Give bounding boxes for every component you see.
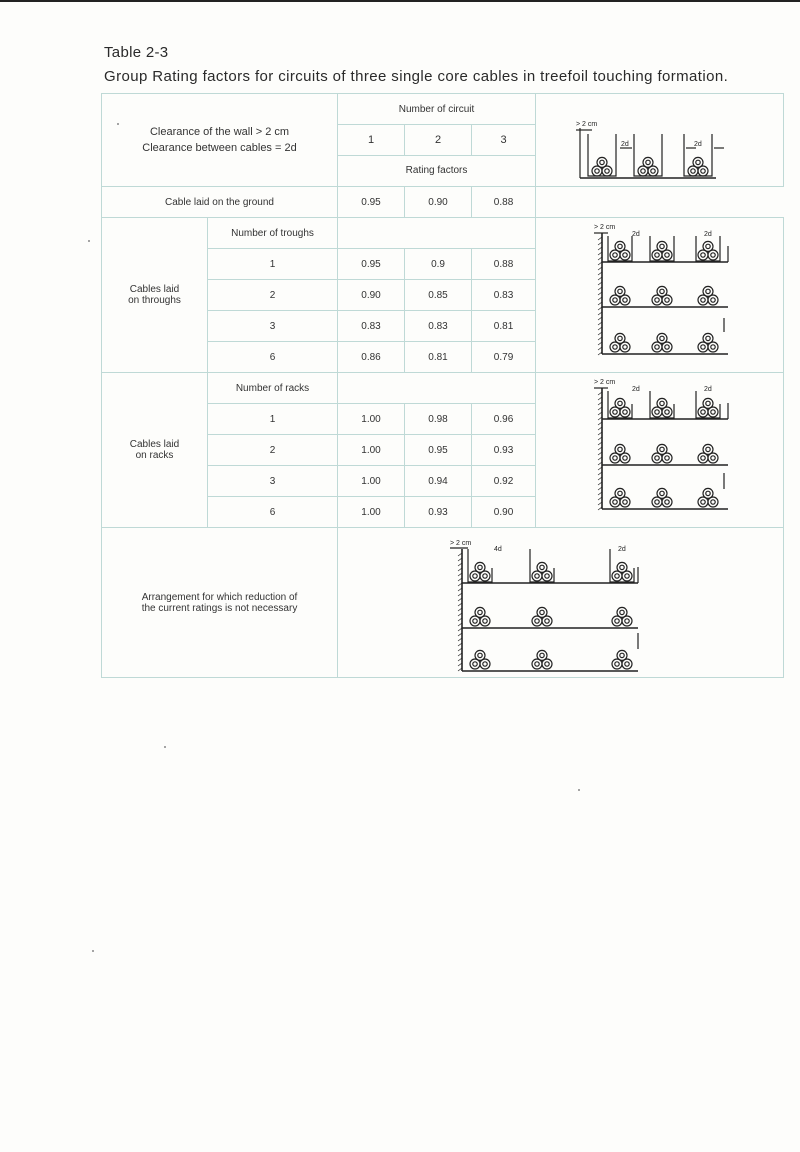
racks-6-c3: 0.90	[472, 497, 536, 528]
cable-conductor	[478, 610, 482, 614]
spacing-label: 2d	[694, 141, 702, 148]
cable-conductor	[665, 253, 669, 257]
cable-core	[617, 562, 627, 572]
cable-conductor	[540, 565, 544, 569]
cable-conductor	[625, 661, 629, 665]
clearance-wall-label: Clearance of the wall > 2 cm	[149, 126, 290, 138]
cable-conductor	[701, 253, 705, 257]
cable-conductor	[625, 618, 629, 622]
cable-conductor	[701, 345, 705, 349]
scan-speck	[164, 746, 166, 748]
cable-conductor	[483, 661, 487, 665]
troughs-count-1: 1	[208, 249, 338, 280]
cable-conductor	[613, 456, 617, 460]
cable-conductor	[613, 298, 617, 302]
troughs-label-line2: on throughs	[128, 295, 181, 306]
cable-conductor	[665, 410, 669, 414]
cable-conductor	[623, 500, 627, 504]
cable-conductor	[655, 500, 659, 504]
wall-clearance-label: > 2 cm	[576, 121, 598, 128]
cable-conductor	[535, 618, 539, 622]
cable-conductor	[623, 345, 627, 349]
troughs-6-c2: 0.81	[405, 342, 472, 373]
cable-conductor	[613, 345, 617, 349]
cable-core	[703, 398, 713, 408]
cable-conductor	[651, 169, 655, 173]
cable-conductor	[545, 573, 549, 577]
cable-core	[657, 444, 667, 454]
cable-core	[617, 650, 627, 660]
cable-conductor	[660, 401, 664, 405]
ground-diagram-cell	[536, 94, 784, 187]
cable-core	[615, 398, 625, 408]
wall-clearance-label: > 2 cm	[450, 539, 472, 547]
clearance-header-cell	[102, 94, 338, 187]
cable-conductor	[620, 653, 624, 657]
cable-conductor	[641, 169, 645, 173]
clearance-cables-label: Clearance between cables = 2d	[142, 142, 297, 154]
cable-core	[475, 562, 485, 572]
cable-conductor	[618, 244, 622, 248]
cable-core	[703, 488, 713, 498]
cable-conductor	[706, 491, 710, 495]
racks-6-c1: 1.00	[338, 497, 405, 528]
wall-clearance-label: > 2 cm	[594, 224, 616, 231]
cable-core	[615, 488, 625, 498]
racks-label-line2: on racks	[135, 450, 174, 461]
cable-conductor	[711, 298, 715, 302]
cable-conductor	[613, 253, 617, 257]
troughs-6-c3: 0.79	[472, 342, 536, 373]
cable-conductor	[711, 456, 715, 460]
cable-conductor	[655, 345, 659, 349]
cable-conductor	[600, 160, 604, 164]
cable-core	[703, 444, 713, 454]
racks-count-3: 3	[208, 466, 338, 497]
cable-conductor	[478, 653, 482, 657]
troughs-2-c1: 0.90	[338, 280, 405, 311]
cable-conductor	[655, 253, 659, 257]
troughs-2-c3: 0.83	[472, 280, 536, 311]
cable-core	[657, 286, 667, 296]
cable-conductor	[540, 610, 544, 614]
racks-header-spacer	[338, 373, 536, 404]
spacing-label: 4d	[494, 545, 502, 553]
cable-conductor	[660, 447, 664, 451]
cable-conductor	[623, 298, 627, 302]
ground-layout-diagram	[536, 94, 782, 186]
arrangement-line1: Arrangement for which reduction of	[141, 591, 298, 603]
cable-conductor	[665, 345, 669, 349]
cable-core	[537, 562, 547, 572]
cable-core	[693, 157, 703, 167]
cable-conductor	[535, 573, 539, 577]
cable-conductor	[620, 610, 624, 614]
cable-conductor	[701, 298, 705, 302]
spacing-label: 2d	[621, 141, 629, 148]
cable-conductor	[618, 491, 622, 495]
cable-core	[657, 488, 667, 498]
racks-3-c1: 1.00	[338, 466, 405, 497]
cable-core	[657, 241, 667, 251]
cable-conductor	[655, 410, 659, 414]
cable-core	[615, 444, 625, 454]
troughs-1-c1: 0.95	[338, 249, 405, 280]
table-title: Group Rating factors for circuits of three single core cables in treefoil touching formation.	[104, 68, 729, 85]
cable-core	[643, 157, 653, 167]
cable-core	[657, 398, 667, 408]
rating-factors-header: Rating factors	[338, 155, 536, 186]
spacing-label: 2d	[704, 231, 712, 238]
scan-speck	[117, 123, 119, 125]
cable-conductor	[711, 253, 715, 257]
cable-conductor	[655, 456, 659, 460]
cable-conductor	[473, 661, 477, 665]
cable-conductor	[473, 573, 477, 577]
cable-conductor	[623, 456, 627, 460]
racks-layout-diagram	[536, 373, 782, 527]
cable-conductor	[665, 456, 669, 460]
circuit-1-header: 1	[338, 125, 405, 155]
cable-core	[615, 286, 625, 296]
cable-conductor	[701, 410, 705, 414]
cable-core	[597, 157, 607, 167]
arrangement-line2: the current ratings is not necessary	[141, 602, 298, 614]
cable-conductor	[706, 401, 710, 405]
cable-conductor	[623, 253, 627, 257]
racks-group-label	[102, 373, 208, 528]
cable-conductor	[660, 289, 664, 293]
racks-3-c2: 0.94	[405, 466, 472, 497]
cable-conductor	[545, 618, 549, 622]
cable-core	[617, 607, 627, 617]
cable-conductor	[620, 565, 624, 569]
cable-conductor	[625, 573, 629, 577]
cable-core	[703, 333, 713, 343]
racks-1-c2: 0.98	[405, 404, 472, 435]
cable-conductor	[478, 565, 482, 569]
cable-conductor	[665, 298, 669, 302]
cable-conductor	[540, 653, 544, 657]
cable-conductor	[646, 160, 650, 164]
cable-conductor	[618, 401, 622, 405]
top-rule	[0, 0, 800, 2]
racks-3-c3: 0.92	[472, 466, 536, 497]
cable-core	[537, 607, 547, 617]
scan-speck	[578, 789, 580, 791]
cable-conductor	[483, 573, 487, 577]
troughs-count-3: 3	[208, 311, 338, 342]
ground-value-3: 0.88	[472, 187, 536, 218]
cable-core	[475, 607, 485, 617]
racks-count-2: 2	[208, 435, 338, 466]
cable-conductor	[615, 573, 619, 577]
racks-diagram-cell	[536, 373, 784, 528]
ground-label: Cable laid on the ground	[102, 187, 338, 218]
cable-core	[657, 333, 667, 343]
cable-conductor	[618, 289, 622, 293]
racks-1-c1: 1.00	[338, 404, 405, 435]
cable-conductor	[711, 410, 715, 414]
cable-conductor	[618, 336, 622, 340]
cable-conductor	[706, 289, 710, 293]
arrangement-label	[102, 528, 338, 678]
cable-conductor	[655, 298, 659, 302]
cable-conductor	[473, 618, 477, 622]
cable-conductor	[701, 456, 705, 460]
cable-conductor	[696, 160, 700, 164]
cable-core	[615, 333, 625, 343]
cable-conductor	[545, 661, 549, 665]
arrangement-layout-diagram	[338, 529, 782, 677]
troughs-count-header: Number of troughs	[208, 218, 338, 249]
cable-conductor	[660, 244, 664, 248]
cable-conductor	[691, 169, 695, 173]
spacing-label: 2d	[632, 386, 640, 393]
cable-conductor	[605, 169, 609, 173]
troughs-2-c2: 0.85	[405, 280, 472, 311]
rating-factors-table	[101, 93, 784, 678]
cable-conductor	[711, 500, 715, 504]
wall-clearance-label: > 2 cm	[594, 379, 616, 386]
troughs-label-line1: Cables laid	[129, 284, 180, 295]
racks-count-6: 6	[208, 497, 338, 528]
circuit-3-header: 3	[472, 125, 536, 155]
cable-conductor	[706, 244, 710, 248]
ground-value-1: 0.95	[338, 187, 405, 218]
spacing-label: 2d	[704, 386, 712, 393]
ground-value-2: 0.90	[405, 187, 472, 218]
cable-conductor	[706, 336, 710, 340]
racks-label-line1: Cables laid	[129, 439, 180, 450]
number-of-circuit-header: Number of circuit	[338, 94, 536, 125]
circuit-2-header: 2	[405, 125, 472, 155]
cable-conductor	[613, 410, 617, 414]
cable-core	[703, 286, 713, 296]
troughs-count-2: 2	[208, 280, 338, 311]
cable-conductor	[701, 500, 705, 504]
spacing-label: 2d	[618, 545, 626, 553]
cable-conductor	[483, 618, 487, 622]
cable-conductor	[615, 618, 619, 622]
racks-2-c3: 0.93	[472, 435, 536, 466]
cable-core	[475, 650, 485, 660]
racks-1-c3: 0.96	[472, 404, 536, 435]
troughs-3-c1: 0.83	[338, 311, 405, 342]
cable-core	[615, 241, 625, 251]
troughs-group-label	[102, 218, 208, 373]
racks-2-c1: 1.00	[338, 435, 405, 466]
cable-conductor	[535, 661, 539, 665]
troughs-3-c2: 0.83	[405, 311, 472, 342]
troughs-1-c3: 0.88	[472, 249, 536, 280]
cable-conductor	[613, 500, 617, 504]
troughs-count-6: 6	[208, 342, 338, 373]
scan-speck	[92, 950, 94, 952]
troughs-header-spacer	[338, 218, 536, 249]
spacing-label: 2d	[632, 231, 640, 238]
cable-conductor	[615, 661, 619, 665]
cable-conductor	[618, 447, 622, 451]
table-number: Table 2-3	[104, 44, 169, 61]
cable-core	[537, 650, 547, 660]
racks-count-1: 1	[208, 404, 338, 435]
troughs-6-c1: 0.86	[338, 342, 405, 373]
cable-conductor	[701, 169, 705, 173]
cable-conductor	[711, 345, 715, 349]
troughs-3-c3: 0.81	[472, 311, 536, 342]
cable-conductor	[660, 336, 664, 340]
troughs-diagram-cell	[536, 218, 784, 373]
cable-conductor	[706, 447, 710, 451]
cable-conductor	[665, 500, 669, 504]
troughs-1-c2: 0.9	[405, 249, 472, 280]
racks-6-c2: 0.93	[405, 497, 472, 528]
cable-core	[703, 241, 713, 251]
racks-count-header: Number of racks	[208, 373, 338, 404]
cable-conductor	[623, 410, 627, 414]
arrangement-diagram-cell	[338, 528, 784, 678]
scan-speck	[88, 240, 90, 242]
racks-2-c2: 0.95	[405, 435, 472, 466]
cable-conductor	[595, 169, 599, 173]
cable-conductor	[660, 491, 664, 495]
troughs-layout-diagram	[536, 218, 782, 372]
